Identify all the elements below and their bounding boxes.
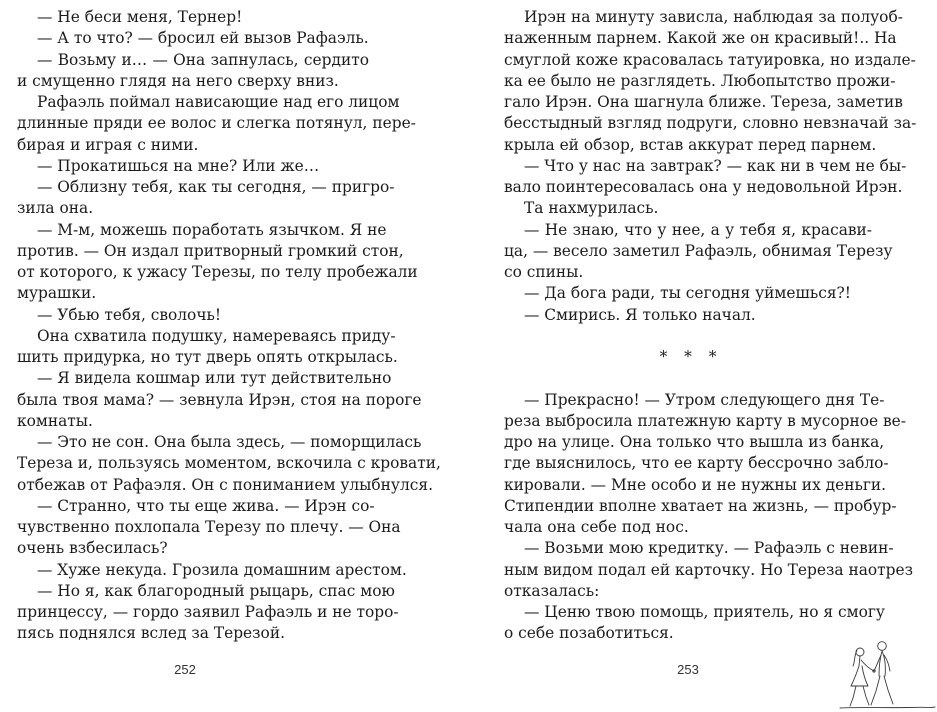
right-page-text-line: реза выбросила платежную карту в мусорное ве-: [504, 411, 906, 430]
right-page-blank-line: [504, 326, 872, 347]
right-page-text-line: отказалась:: [504, 581, 600, 600]
left-page-text-line: бирая и играя с ними.: [17, 135, 199, 154]
right-page-text-line: чала она себе под нос.: [504, 518, 689, 536]
left-page-text-line: — Не беси меня, Тернер!: [37, 8, 243, 26]
left-page-text-line: чувственно похлопала Терезу по плечу. — Она: [17, 518, 401, 536]
left-page-text-line: мурашки.: [17, 284, 97, 303]
right-page-text-line: дро на улице. Она только что вышла из банка,: [504, 433, 885, 451]
left-page-text-line: — Хуже некуда. Грозила домашним арестом.: [37, 560, 407, 579]
right-page-text-line: — Ценю твою помощь, приятель, но я смогу: [524, 603, 885, 621]
left-page-text-line: — Это не сон. Она была здесь, — поморщилась: [37, 433, 422, 451]
right-page-text-line: ца, — весело заметил Рафаэль, обнимая Терезу: [504, 241, 893, 260]
left-page-text-line: против. — Он издал притворный громкий стон,: [17, 241, 404, 260]
left-page-text-line: комнаты.: [17, 411, 93, 430]
left-page-text-line: — Но я, как благородный рыцарь, спас мою: [37, 581, 395, 600]
left-page-text-line: — Странно, что ты еще жива. — Ирэн со-: [37, 496, 375, 515]
left-page-text-line: очень взбесилась?: [17, 539, 168, 558]
right-page-text-line: Ирэн на минуту зависла, наблюдая за полуоб-: [524, 8, 903, 26]
left-page-text-line: принцессу, — гордо заявил Рафаэль и не торо-: [17, 603, 399, 621]
left-page-text-line: Рафаэль поймал нависающие над его лицом: [37, 93, 400, 111]
right-page-text-line: гало Ирэн. Она шагнула ближе. Тереза, заметив: [504, 93, 903, 111]
right-page-text-line: вало поинтересовалась она у недовольной Ирэн.: [504, 178, 903, 196]
right-page-text-line: — Не знаю, что у нее, а у тебя я, красави-: [524, 220, 872, 239]
right-page-text-line: — Прекрасно! — Утром следующего дня Те-: [524, 390, 885, 409]
right-page-text-line: бесстыдный взгляд подруги, словно невзначай за-: [504, 114, 917, 133]
left-page-text-line: была твоя мама? — зевнула Ирэн, стоя на пороге: [17, 390, 422, 409]
left-page-text-line: зила она.: [17, 199, 94, 218]
left-page-text-line: Она схватила подушку, намереваясь приду-: [37, 326, 396, 345]
left-page: [0, 0, 468, 712]
right-page-blank-line: [504, 368, 872, 389]
left-page-text-line: Тереза и, пользуясь моментом, вскочила с кровати,: [17, 454, 441, 473]
left-page-text-line: отбежав от Рафаэля. Он с пониманием улыбнулся.: [17, 475, 433, 494]
right-page-text-line: крыла ей обзор, встав аккурат перед парнем.: [504, 135, 877, 154]
left-page-text: [17, 7, 441, 645]
right-page-text-line: смуглой коже красовалась татуировка, но издале-: [504, 50, 916, 69]
right-page-text-line: — Что у нас на завтрак? — как ни в чем не бы-: [524, 156, 907, 175]
right-page-text-line: ным видом подал ей карточку. Но Тереза наотрез: [504, 560, 914, 579]
right-page: [468, 0, 937, 712]
right-page-text-line: — Да бога ради, ты сегодня уймешься?!: [524, 284, 851, 303]
walking-couple-illustration: [838, 636, 937, 712]
right-page-text-line: о себе позаботиться.: [504, 624, 674, 643]
left-page-text-line: шить придурка, но тут дверь опять открылась.: [17, 348, 398, 366]
right-page-text-line: Стипендии вполне хватает на жизнь, — пробур-: [504, 496, 897, 515]
right-page-number: 253: [677, 662, 699, 677]
left-page-text-line: — А то что? — бросил ей вызов Рафаэль.: [37, 29, 369, 48]
right-page-text-line: ка ее было не разглядеть. Любопытство прожи-: [504, 71, 896, 90]
left-page-number: 252: [174, 662, 196, 677]
left-page-text-line: от которого, к ужасу Терезы, по телу пробежали: [17, 263, 418, 281]
left-page-text-line: — Облизну тебя, как ты сегодня, — пригро-: [37, 178, 395, 196]
left-page-text-line: и смущенно глядя на него сверху вниз.: [17, 71, 339, 90]
left-page-text-line: — М-м, можешь поработать язычком. Я не: [37, 220, 387, 239]
left-page-text-line: — Прокатишься на мне? Или же…: [37, 156, 320, 175]
right-page-section-break: * * *: [659, 348, 723, 366]
left-page-text-line: длинные пряди ее волос и слегка потянул, пере-: [17, 114, 416, 133]
left-page-text-line: — Убью тебя, сволочь!: [37, 305, 222, 324]
right-page-text-line: — Возьми мою кредитку. — Рафаэль с невин-: [524, 539, 894, 558]
left-page-text-line: пясь поднялся вслед за Терезой.: [17, 624, 285, 643]
right-page-text-line: Та нахмурилась.: [524, 199, 659, 218]
left-page-text-line: — Я видела кошмар или тут действительно: [37, 369, 392, 388]
right-page-text-line: — Смирись. Я только начал.: [524, 305, 756, 324]
left-page-text-line: — Возьму и… — Она запнулась, сердито: [37, 50, 369, 69]
right-page-text-line: наженным парнем. Какой же он красивый!.. На: [504, 29, 897, 48]
right-page-text-line: кировали. — Мне особо и не нужны их деньги.: [504, 475, 887, 494]
right-page-text-line: со спины.: [504, 263, 584, 281]
right-page-text-line: где выяснилось, что ее карту бессрочно забло-: [504, 454, 889, 473]
right-page-text: [504, 7, 917, 645]
